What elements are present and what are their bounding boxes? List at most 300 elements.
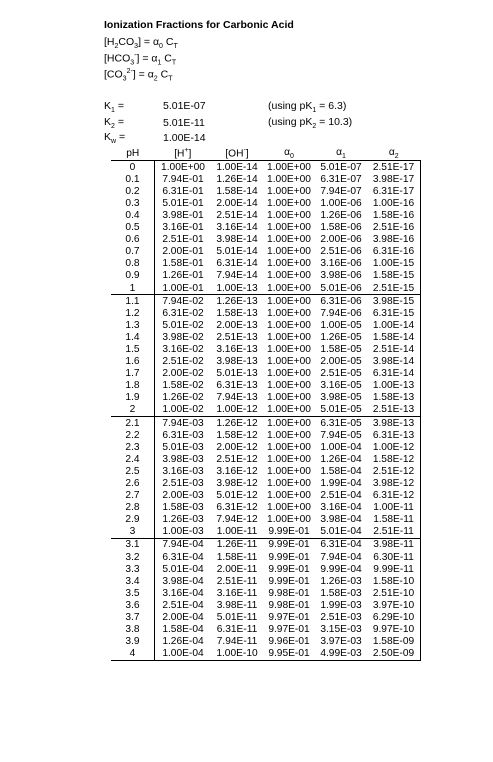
cell-alpha0: 9.98E-01 — [268, 599, 310, 611]
cell-h: 3.16E-04 — [155, 587, 212, 599]
k-note: (using pK — [268, 100, 313, 112]
cell-alpha0: 1.00E+00 — [267, 173, 311, 185]
cell-h: 1.00E-04 — [155, 648, 212, 661]
cell-oh: 7.94E-11 — [216, 636, 258, 648]
cell-h: 1.00E-03 — [155, 526, 212, 539]
cell-alpha1: 6.31E-05 — [315, 417, 367, 430]
cell-alpha0: 1.00E+00 — [267, 209, 311, 221]
cell-alpha2: 6.30E-11 — [367, 551, 421, 563]
cell-alpha1: 7.94E-05 — [320, 429, 362, 441]
k1-label — [104, 100, 124, 114]
cell-oh: 3.16E-11 — [216, 587, 258, 599]
cell-alpha2: 1.00E-11 — [367, 502, 421, 514]
cell-oh: 3.98E-12 — [216, 478, 258, 490]
cell-alpha2: 2.51E-10 — [367, 587, 421, 599]
cell-alpha0: 1.00E+00 — [263, 161, 315, 174]
table-row — [111, 161, 421, 174]
table-row — [111, 538, 421, 551]
cell-h: 1.58E-02 — [155, 380, 212, 392]
table-row — [111, 222, 421, 234]
cell-alpha2: 3.98E-14 — [367, 356, 421, 368]
cell-alpha0: 1.00E+00 — [267, 380, 311, 392]
table-row — [111, 258, 421, 270]
table-row — [111, 648, 421, 661]
cell-alpha2: 1.00E-15 — [367, 258, 421, 270]
cell-ph: 2.8 — [125, 502, 140, 514]
cell-ph: 3.7 — [125, 612, 140, 624]
cell-h: 3.16E-02 — [155, 343, 212, 355]
cell-ph: 3.2 — [125, 551, 140, 563]
k2-value: 5.01E-11 — [163, 117, 205, 129]
k-note-end: = 6.3) — [316, 100, 347, 112]
eq-close: ] = — [138, 36, 153, 48]
cell-ph: 3.8 — [125, 624, 140, 636]
cell-oh: 1.26E-11 — [211, 538, 263, 551]
cell-oh: 7.94E-12 — [216, 514, 258, 526]
table-row — [111, 209, 421, 221]
cell-alpha0: 1.00E+00 — [267, 319, 311, 331]
cell-oh: 3.98E-13 — [216, 356, 258, 368]
cell-alpha1: 1.99E-03 — [320, 599, 362, 611]
cell-oh: 1.26E-13 — [211, 295, 263, 308]
cell-ph: 2.5 — [125, 465, 140, 477]
col-h-close: ] — [188, 148, 192, 160]
cell-alpha2: 6.31E-15 — [367, 307, 421, 319]
table-row — [111, 368, 421, 380]
cell-h: 5.01E-03 — [155, 441, 212, 453]
table-row — [111, 343, 421, 355]
cell-alpha1: 6.31E-06 — [315, 295, 367, 308]
cell-oh: 1.00E-11 — [211, 526, 263, 539]
eq-ct-sub: T — [168, 75, 173, 83]
cell-alpha1: 4.99E-03 — [315, 648, 367, 661]
cell-alpha0: 1.00E+00 — [267, 490, 311, 502]
cell-alpha1: 1.58E-04 — [320, 465, 362, 477]
table-row — [111, 246, 421, 258]
cell-alpha0: 1.00E+00 — [267, 234, 311, 246]
table-body — [111, 161, 421, 661]
cell-oh: 2.51E-12 — [216, 453, 258, 465]
table-row — [111, 575, 421, 587]
cell-alpha1: 5.01E-05 — [315, 404, 367, 417]
col-h-text: [H — [174, 148, 185, 160]
table-row — [111, 307, 421, 319]
cell-alpha1: 1.58E-05 — [320, 343, 362, 355]
cell-alpha2: 3.97E-10 — [367, 599, 421, 611]
cell-h: 2.51E-01 — [155, 234, 212, 246]
table-header — [111, 147, 421, 161]
cell-ph: 3 — [111, 526, 155, 539]
table-row — [111, 429, 421, 441]
cell-oh: 2.00E-13 — [216, 319, 258, 331]
table-row — [111, 356, 421, 368]
eq-sub: 2 — [114, 43, 119, 51]
cell-alpha0: 9.99E-01 — [268, 575, 310, 587]
cell-alpha0: 9.99E-01 — [263, 538, 315, 551]
cell-oh: 1.00E-14 — [211, 161, 263, 174]
cell-alpha0: 1.00E+00 — [267, 368, 311, 380]
eq-ct-sub: T — [171, 59, 177, 67]
cell-alpha2: 1.58E-12 — [367, 453, 421, 465]
cell-alpha2: 6.31E-12 — [367, 490, 421, 502]
cell-ph: 1.3 — [125, 319, 140, 331]
cell-h: 1.00E-01 — [155, 282, 212, 295]
cell-ph: 1.8 — [125, 380, 140, 392]
cell-alpha1: 2.51E-06 — [320, 246, 362, 258]
table-row — [111, 502, 421, 514]
eq-sup: - — [134, 52, 137, 59]
col-alpha0 — [263, 147, 315, 161]
cell-alpha1: 1.26E-06 — [320, 209, 362, 221]
cell-alpha1: 3.16E-05 — [320, 380, 362, 392]
cell-h: 1.26E-01 — [155, 270, 212, 282]
cell-alpha2: 1.58E-16 — [367, 209, 421, 221]
cell-oh: 5.01E-13 — [216, 368, 258, 380]
col-h — [155, 147, 212, 161]
k-sub: 2 — [111, 123, 115, 131]
cell-alpha1: 1.00E-06 — [320, 197, 362, 209]
cell-alpha2: 2.51E-14 — [367, 343, 421, 355]
cell-alpha0: 9.99E-01 — [268, 551, 310, 563]
cell-alpha2: 9.97E-10 — [367, 624, 421, 636]
cell-alpha0: 1.00E+00 — [267, 197, 311, 209]
cell-alpha1: 3.16E-04 — [320, 502, 362, 514]
table-row — [111, 551, 421, 563]
cell-alpha1: 1.26E-05 — [320, 331, 362, 343]
cell-h: 3.98E-01 — [155, 209, 212, 221]
cell-ph: 0.1 — [125, 173, 140, 185]
cell-oh: 2.51E-14 — [216, 209, 258, 221]
k-sub: w — [111, 138, 117, 146]
eq-mid: CO — [118, 36, 135, 48]
cell-oh: 1.58E-13 — [216, 307, 258, 319]
cell-alpha1: 7.94E-07 — [320, 185, 362, 197]
cell-alpha0: 1.00E+00 — [267, 222, 311, 234]
cell-alpha0: 1.00E+00 — [267, 453, 311, 465]
cell-alpha1: 3.98E-04 — [320, 514, 362, 526]
cell-alpha0: 1.00E+00 — [267, 465, 311, 477]
eq-ct: C — [162, 36, 174, 48]
cell-ph: 1.5 — [125, 343, 140, 355]
cell-alpha0: 1.00E+00 — [267, 441, 311, 453]
col-a1-sub: 1 — [341, 153, 346, 161]
col-oh-text: [OH — [225, 148, 244, 160]
cell-oh: 7.94E-14 — [216, 270, 258, 282]
cell-ph: 3.6 — [125, 599, 140, 611]
cell-alpha2: 6.31E-13 — [367, 429, 421, 441]
cell-ph: 1 — [111, 282, 155, 295]
table-row — [111, 453, 421, 465]
cell-h: 1.26E-04 — [155, 636, 212, 648]
cell-ph: 1.2 — [125, 307, 140, 319]
cell-oh: 5.01E-14 — [216, 246, 258, 258]
cell-alpha1: 2.00E-05 — [320, 356, 362, 368]
ionization-table — [111, 147, 421, 661]
cell-ph: 4 — [111, 648, 155, 661]
cell-alpha0: 1.00E+00 — [267, 478, 311, 490]
cell-alpha0: 1.00E+00 — [267, 270, 311, 282]
cell-alpha1: 9.99E-04 — [320, 563, 362, 575]
cell-ph: 0.4 — [125, 209, 140, 221]
cell-h: 1.58E-01 — [155, 258, 212, 270]
cell-ph: 1.1 — [111, 295, 155, 308]
cell-alpha1: 5.01E-06 — [315, 282, 367, 295]
table-row — [111, 636, 421, 648]
cell-oh: 1.58E-12 — [216, 429, 258, 441]
cell-alpha1: 3.97E-03 — [320, 636, 362, 648]
cell-alpha1: 1.58E-03 — [320, 587, 362, 599]
eq-alpha-sub: 1 — [157, 59, 162, 67]
equation-hco3 — [104, 52, 176, 67]
cell-ph: 1.9 — [125, 392, 140, 404]
table-row — [111, 295, 421, 308]
table-row — [111, 173, 421, 185]
table-row — [111, 563, 421, 575]
cell-alpha0: 1.00E+00 — [263, 404, 315, 417]
cell-alpha0: 9.98E-01 — [268, 587, 310, 599]
cell-h: 7.94E-04 — [155, 538, 212, 551]
cell-oh: 6.31E-14 — [216, 258, 258, 270]
k-sub: 1 — [111, 107, 115, 115]
cell-alpha1: 3.15E-03 — [320, 624, 362, 636]
col-a0-sub: 0 — [289, 153, 294, 161]
cell-h: 6.31E-01 — [155, 185, 212, 197]
cell-ph: 1.6 — [125, 356, 140, 368]
cell-ph: 1.7 — [125, 368, 140, 380]
cell-h: 2.00E-04 — [155, 612, 212, 624]
cell-alpha1: 2.00E-06 — [320, 234, 362, 246]
col-a2-sub: 2 — [394, 153, 399, 161]
table-row — [111, 612, 421, 624]
k2-note — [268, 116, 352, 130]
cell-alpha2: 1.58E-10 — [367, 575, 421, 587]
cell-alpha2: 3.98E-15 — [367, 295, 421, 308]
cell-oh: 3.98E-14 — [216, 234, 258, 246]
cell-oh: 6.31E-11 — [216, 624, 258, 636]
cell-ph: 2.1 — [111, 417, 155, 430]
col-h-sup: + — [184, 147, 189, 155]
cell-oh: 3.16E-14 — [216, 222, 258, 234]
cell-alpha2: 1.58E-09 — [367, 636, 421, 648]
cell-alpha1: 1.00E-05 — [320, 319, 362, 331]
equation-co3 — [104, 68, 172, 83]
cell-oh: 7.94E-13 — [216, 392, 258, 404]
cell-h: 3.16E-01 — [155, 222, 212, 234]
cell-h: 3.16E-03 — [155, 465, 212, 477]
cell-ph: 1.4 — [125, 331, 140, 343]
cell-alpha0: 9.96E-01 — [268, 636, 310, 648]
k-eq: = — [114, 100, 124, 112]
cell-alpha0: 9.99E-01 — [263, 526, 315, 539]
cell-h: 2.51E-02 — [155, 356, 212, 368]
table-row — [111, 331, 421, 343]
k-label: K — [104, 116, 112, 128]
cell-ph: 0.7 — [125, 246, 140, 258]
cell-oh: 2.00E-11 — [216, 563, 258, 575]
cell-ph: 3.9 — [125, 636, 140, 648]
eq-alpha: α — [147, 68, 154, 81]
eq-close: ] = — [136, 52, 152, 65]
cell-alpha2: 2.51E-11 — [367, 526, 421, 539]
cell-h: 6.31E-02 — [155, 307, 212, 319]
cell-alpha1: 1.58E-06 — [320, 222, 362, 234]
cell-oh: 3.16E-13 — [216, 343, 258, 355]
cell-alpha1: 1.26E-04 — [320, 453, 362, 465]
table-row — [111, 282, 421, 295]
cell-alpha0: 1.00E+00 — [267, 307, 311, 319]
cell-h: 1.00E+00 — [155, 161, 212, 174]
cell-alpha2: 9.99E-11 — [367, 563, 421, 575]
cell-ph: 2.4 — [125, 453, 140, 465]
cell-alpha2: 1.00E-14 — [367, 319, 421, 331]
cell-ph: 0.6 — [125, 234, 140, 246]
k2-label — [104, 116, 124, 130]
col-a2-text: α — [388, 147, 395, 158]
cell-alpha2: 2.50E-09 — [367, 648, 421, 661]
cell-alpha1: 3.98E-05 — [320, 392, 362, 404]
cell-alpha2: 3.98E-13 — [367, 417, 421, 430]
cell-oh: 2.51E-13 — [216, 331, 258, 343]
col-alpha1 — [315, 147, 367, 161]
kw-value: 1.00E-14 — [163, 132, 206, 144]
cell-alpha0: 1.00E+00 — [267, 502, 311, 514]
cell-alpha0: 1.00E+00 — [267, 356, 311, 368]
eq-alpha-sub: 2 — [153, 75, 158, 83]
cell-alpha1: 7.94E-04 — [320, 551, 362, 563]
eq-ct: C — [157, 68, 169, 81]
cell-alpha2: 2.51E-13 — [367, 404, 421, 417]
cell-alpha1: 1.26E-03 — [320, 575, 362, 587]
table-row — [111, 417, 421, 430]
cell-alpha2: 6.29E-10 — [367, 612, 421, 624]
table-row — [111, 270, 421, 282]
cell-h: 5.01E-01 — [155, 197, 212, 209]
cell-alpha1: 1.99E-04 — [320, 478, 362, 490]
cell-alpha0: 1.00E+00 — [267, 429, 311, 441]
cell-alpha0: 1.00E+00 — [267, 185, 311, 197]
cell-alpha0: 1.00E+00 — [263, 417, 315, 430]
cell-oh: 6.31E-12 — [216, 502, 258, 514]
cell-alpha2: 1.58E-15 — [367, 270, 421, 282]
cell-alpha2: 1.58E-11 — [367, 514, 421, 526]
eq-alpha: α — [152, 36, 160, 48]
col-oh-sup: - — [243, 147, 246, 155]
table-row — [111, 404, 421, 417]
cell-alpha1: 2.51E-03 — [320, 612, 362, 624]
col-oh-close: ] — [245, 148, 249, 160]
cell-alpha2: 1.00E-12 — [367, 441, 421, 453]
cell-alpha0: 1.00E+00 — [267, 258, 311, 270]
k-label: K — [104, 100, 112, 112]
cell-ph: 3.3 — [125, 563, 140, 575]
col-alpha2 — [367, 147, 421, 161]
k1-value: 5.01E-07 — [163, 100, 206, 112]
cell-ph: 0.8 — [125, 258, 140, 270]
cell-alpha0: 1.00E+00 — [267, 343, 311, 355]
cell-h: 1.58E-04 — [155, 624, 212, 636]
k-note-sub: 2 — [312, 123, 317, 131]
cell-alpha0: 9.99E-01 — [268, 563, 310, 575]
table-row — [111, 624, 421, 636]
cell-ph: 3.5 — [125, 587, 140, 599]
cell-alpha1: 2.51E-05 — [320, 368, 362, 380]
cell-alpha2: 1.58E-14 — [367, 331, 421, 343]
table-row — [111, 599, 421, 611]
equation-h2co3 — [104, 36, 178, 50]
cell-ph: 2.7 — [125, 490, 140, 502]
cell-alpha2: 2.51E-15 — [367, 282, 421, 295]
cell-oh: 1.26E-14 — [216, 173, 258, 185]
eq-sup: 2- — [126, 68, 133, 75]
eq-sub2: 3 — [130, 59, 135, 67]
cell-h: 1.26E-03 — [155, 514, 212, 526]
cell-alpha1: 3.98E-06 — [320, 270, 362, 282]
eq-ct: C — [161, 52, 172, 65]
cell-ph: 0.5 — [125, 222, 140, 234]
cell-h: 2.00E-03 — [155, 490, 212, 502]
table-row — [111, 587, 421, 599]
cell-oh: 1.26E-12 — [211, 417, 263, 430]
eq-alpha-sub: 0 — [159, 43, 163, 51]
cell-alpha2: 1.58E-13 — [367, 392, 421, 404]
cell-oh: 6.31E-13 — [216, 380, 258, 392]
cell-h: 6.31E-03 — [155, 429, 212, 441]
table-row — [111, 465, 421, 477]
k1-note — [268, 100, 346, 114]
col-a1-text: α — [336, 147, 342, 158]
eq-ct-sub: T — [173, 43, 178, 51]
k-eq: = — [116, 131, 126, 143]
cell-h: 3.98E-04 — [155, 575, 212, 587]
eq-lhs: [H — [104, 36, 115, 48]
sheet-title: Ionization Fractions for Carbonic Acid — [104, 19, 294, 31]
cell-ph: 2.9 — [125, 514, 140, 526]
cell-h: 1.26E-02 — [155, 392, 212, 404]
cell-alpha2: 1.00E-13 — [367, 380, 421, 392]
cell-alpha2: 3.98E-16 — [367, 234, 421, 246]
cell-ph: 2.3 — [125, 441, 140, 453]
k-note-end: = 10.3) — [316, 116, 353, 128]
cell-h: 7.94E-02 — [155, 295, 212, 308]
table-row — [111, 319, 421, 331]
cell-h: 3.98E-02 — [155, 331, 212, 343]
cell-alpha0: 9.95E-01 — [263, 648, 315, 661]
cell-oh: 1.58E-11 — [216, 551, 258, 563]
cell-h: 2.51E-04 — [155, 599, 212, 611]
cell-alpha0: 1.00E+00 — [267, 331, 311, 343]
col-oh — [211, 147, 263, 161]
cell-ph: 2 — [111, 404, 155, 417]
cell-oh: 2.00E-12 — [216, 441, 258, 453]
cell-alpha1: 5.01E-07 — [315, 161, 367, 174]
eq-lhs: [HCO — [104, 52, 131, 65]
cell-alpha0: 1.00E+00 — [267, 246, 311, 258]
cell-ph: 0.2 — [125, 185, 140, 197]
cell-oh: 3.16E-12 — [216, 465, 258, 477]
cell-alpha0: 9.97E-01 — [268, 612, 310, 624]
table-row — [111, 392, 421, 404]
cell-alpha2: 3.98E-11 — [367, 538, 421, 551]
cell-oh: 1.00E-12 — [211, 404, 263, 417]
cell-ph: 3.1 — [111, 538, 155, 551]
table-row — [111, 514, 421, 526]
cell-oh: 2.00E-14 — [216, 197, 258, 209]
cell-alpha0: 1.00E+00 — [267, 514, 311, 526]
kw-label — [104, 131, 125, 145]
cell-alpha0: 1.00E+00 — [263, 295, 315, 308]
cell-h: 1.58E-03 — [155, 502, 212, 514]
table-row — [111, 185, 421, 197]
